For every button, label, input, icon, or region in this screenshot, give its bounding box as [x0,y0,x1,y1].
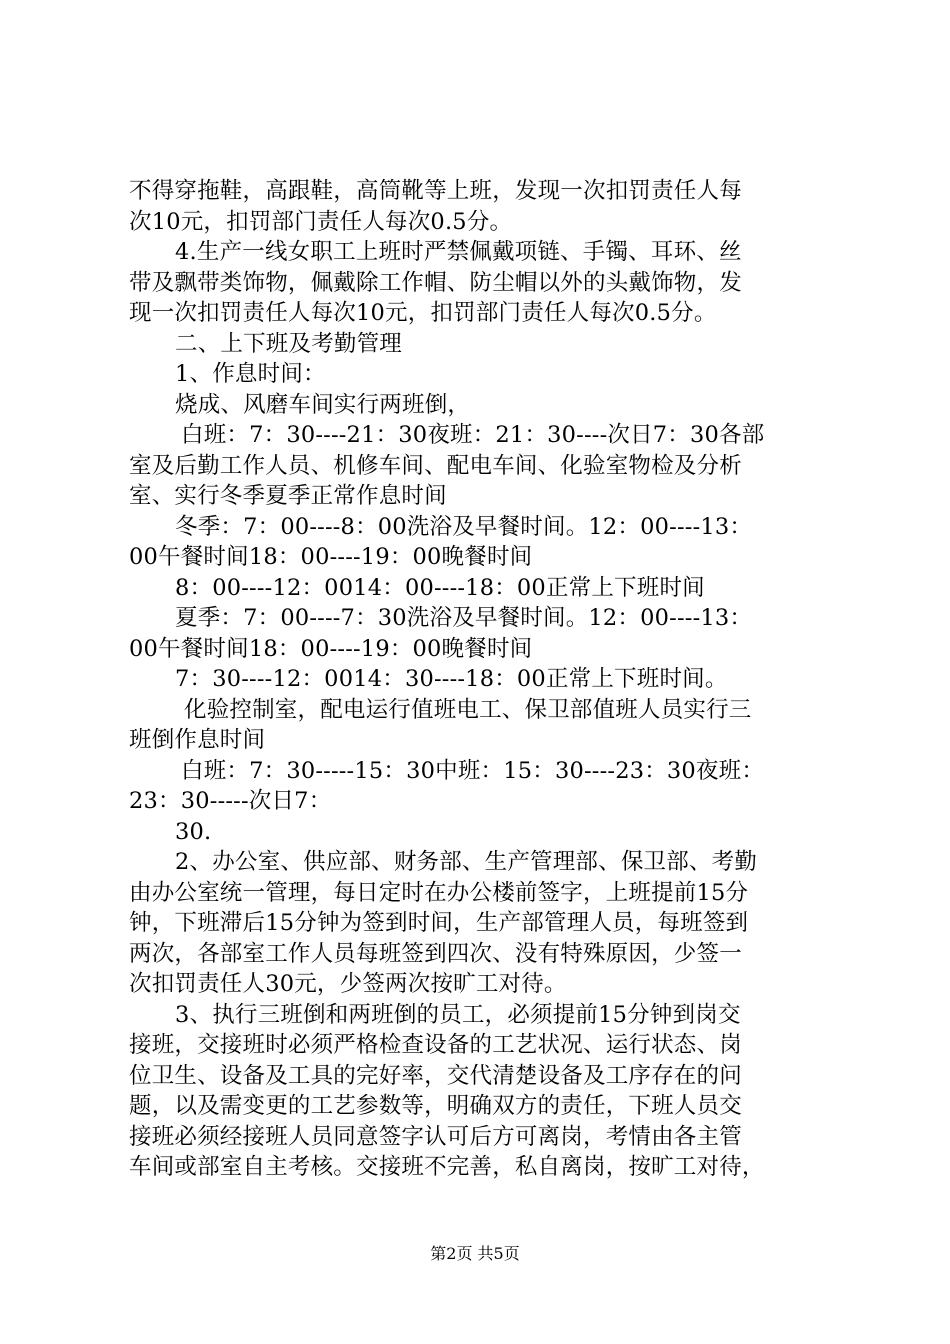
text-line: 次扣罚责任人30元，少签两次按旷工对待。 [129,971,567,997]
text-line: 3、执行三班倒和两班倒的员工，必须提前15分钟到岗交 [175,1001,741,1028]
text-line: 接班必须经接班人员同意签字认可后方可离岗，考情由各主管 [129,1123,742,1150]
text-line: 室、实行冬季夏季正常作息时间 [129,483,447,509]
text-line: 00午餐时间18：00----19：00晚餐时间 [129,544,533,570]
text-line: 化验控制室，配电运行值班电工、保卫部值班人员实行三 [184,696,752,723]
text-line: 带及飘带类饰物，佩戴除工作帽、防尘帽以外的头戴饰物，发 [129,269,742,296]
text-line: 现一次扣罚责任人每次10元，扣罚部门责任人每次0.5分。 [129,300,717,326]
text-line: 室及后勤工作人员、机修车间、配电车间、化验室物检及分析 [129,452,742,479]
text-line: 2、办公室、供应部、财务部、生产管理部、保卫部、考勤 [175,849,758,875]
text-line: 白班：7：30-----15：30中班：15：30----23：30夜班： [181,757,765,784]
text-line: 7：30----12：0014：30----18：00正常上下班时间。 [175,666,728,692]
text-line: 钟，下班滞后15分钟为签到时间，生产部管理人员，每班签到 [129,910,749,936]
document-body [129,176,829,1183]
text-line: 位卫生、设备及工具的完好率，交代清楚设备及工序存在的问 [129,1062,742,1089]
text-line: 4.生产一线女职工上班时严禁佩戴项链、手镯、耳环、丝 [175,239,742,265]
text-line: 白班：7：30----21：30夜班：21：30----次日7：30各部 [181,422,765,448]
text-line: 题，以及需变更的工艺参数等，明确双方的责任，下班人员交 [129,1093,742,1119]
text-line: 23：30-----次日7： [129,788,332,814]
text-line: 夏季：7：00----7：30洗浴及早餐时间。12：00----13： [175,605,753,631]
text-line: 由办公室统一管理，每日定时在办公楼前签字，上班提前15分 [129,879,749,906]
text-line: 1、作息时间： [175,361,326,387]
section-heading: 二、上下班及考勤管理 [175,330,403,357]
text-line: 不得穿拖鞋，高跟鞋，高筒靴等上班，发现一次扣罚责任人每 [129,178,742,204]
text-line: 烧成、风磨车间实行两班倒， [175,391,471,418]
text-line: 两次，各部室工作人员每班签到四次、没有特殊原因，少签一 [129,940,742,967]
page-number-label: 第2页 共5页 [430,1244,520,1263]
text-line: 次10元，扣罚部门责任人每次0.5分。 [129,208,513,235]
text-line: 冬季：7：00----8：00洗浴及早餐时间。12：00----13： [175,513,753,540]
page-footer [0,1244,950,1264]
text-line: 接班，交接班时必须严格检查设备的工艺状况、运行状态、岗 [129,1032,742,1058]
text-line: 班倒作息时间 [129,727,266,753]
text-line: 30. [175,818,212,845]
text-line: 8：00----12：0014：00----18：00正常上下班时间 [175,574,705,601]
text-line: 车间或部室自主考核。交接班不完善，私自离岗，按旷工对待， [129,1154,765,1180]
text-line: 00午餐时间18：00----19：00晚餐时间 [129,635,533,662]
